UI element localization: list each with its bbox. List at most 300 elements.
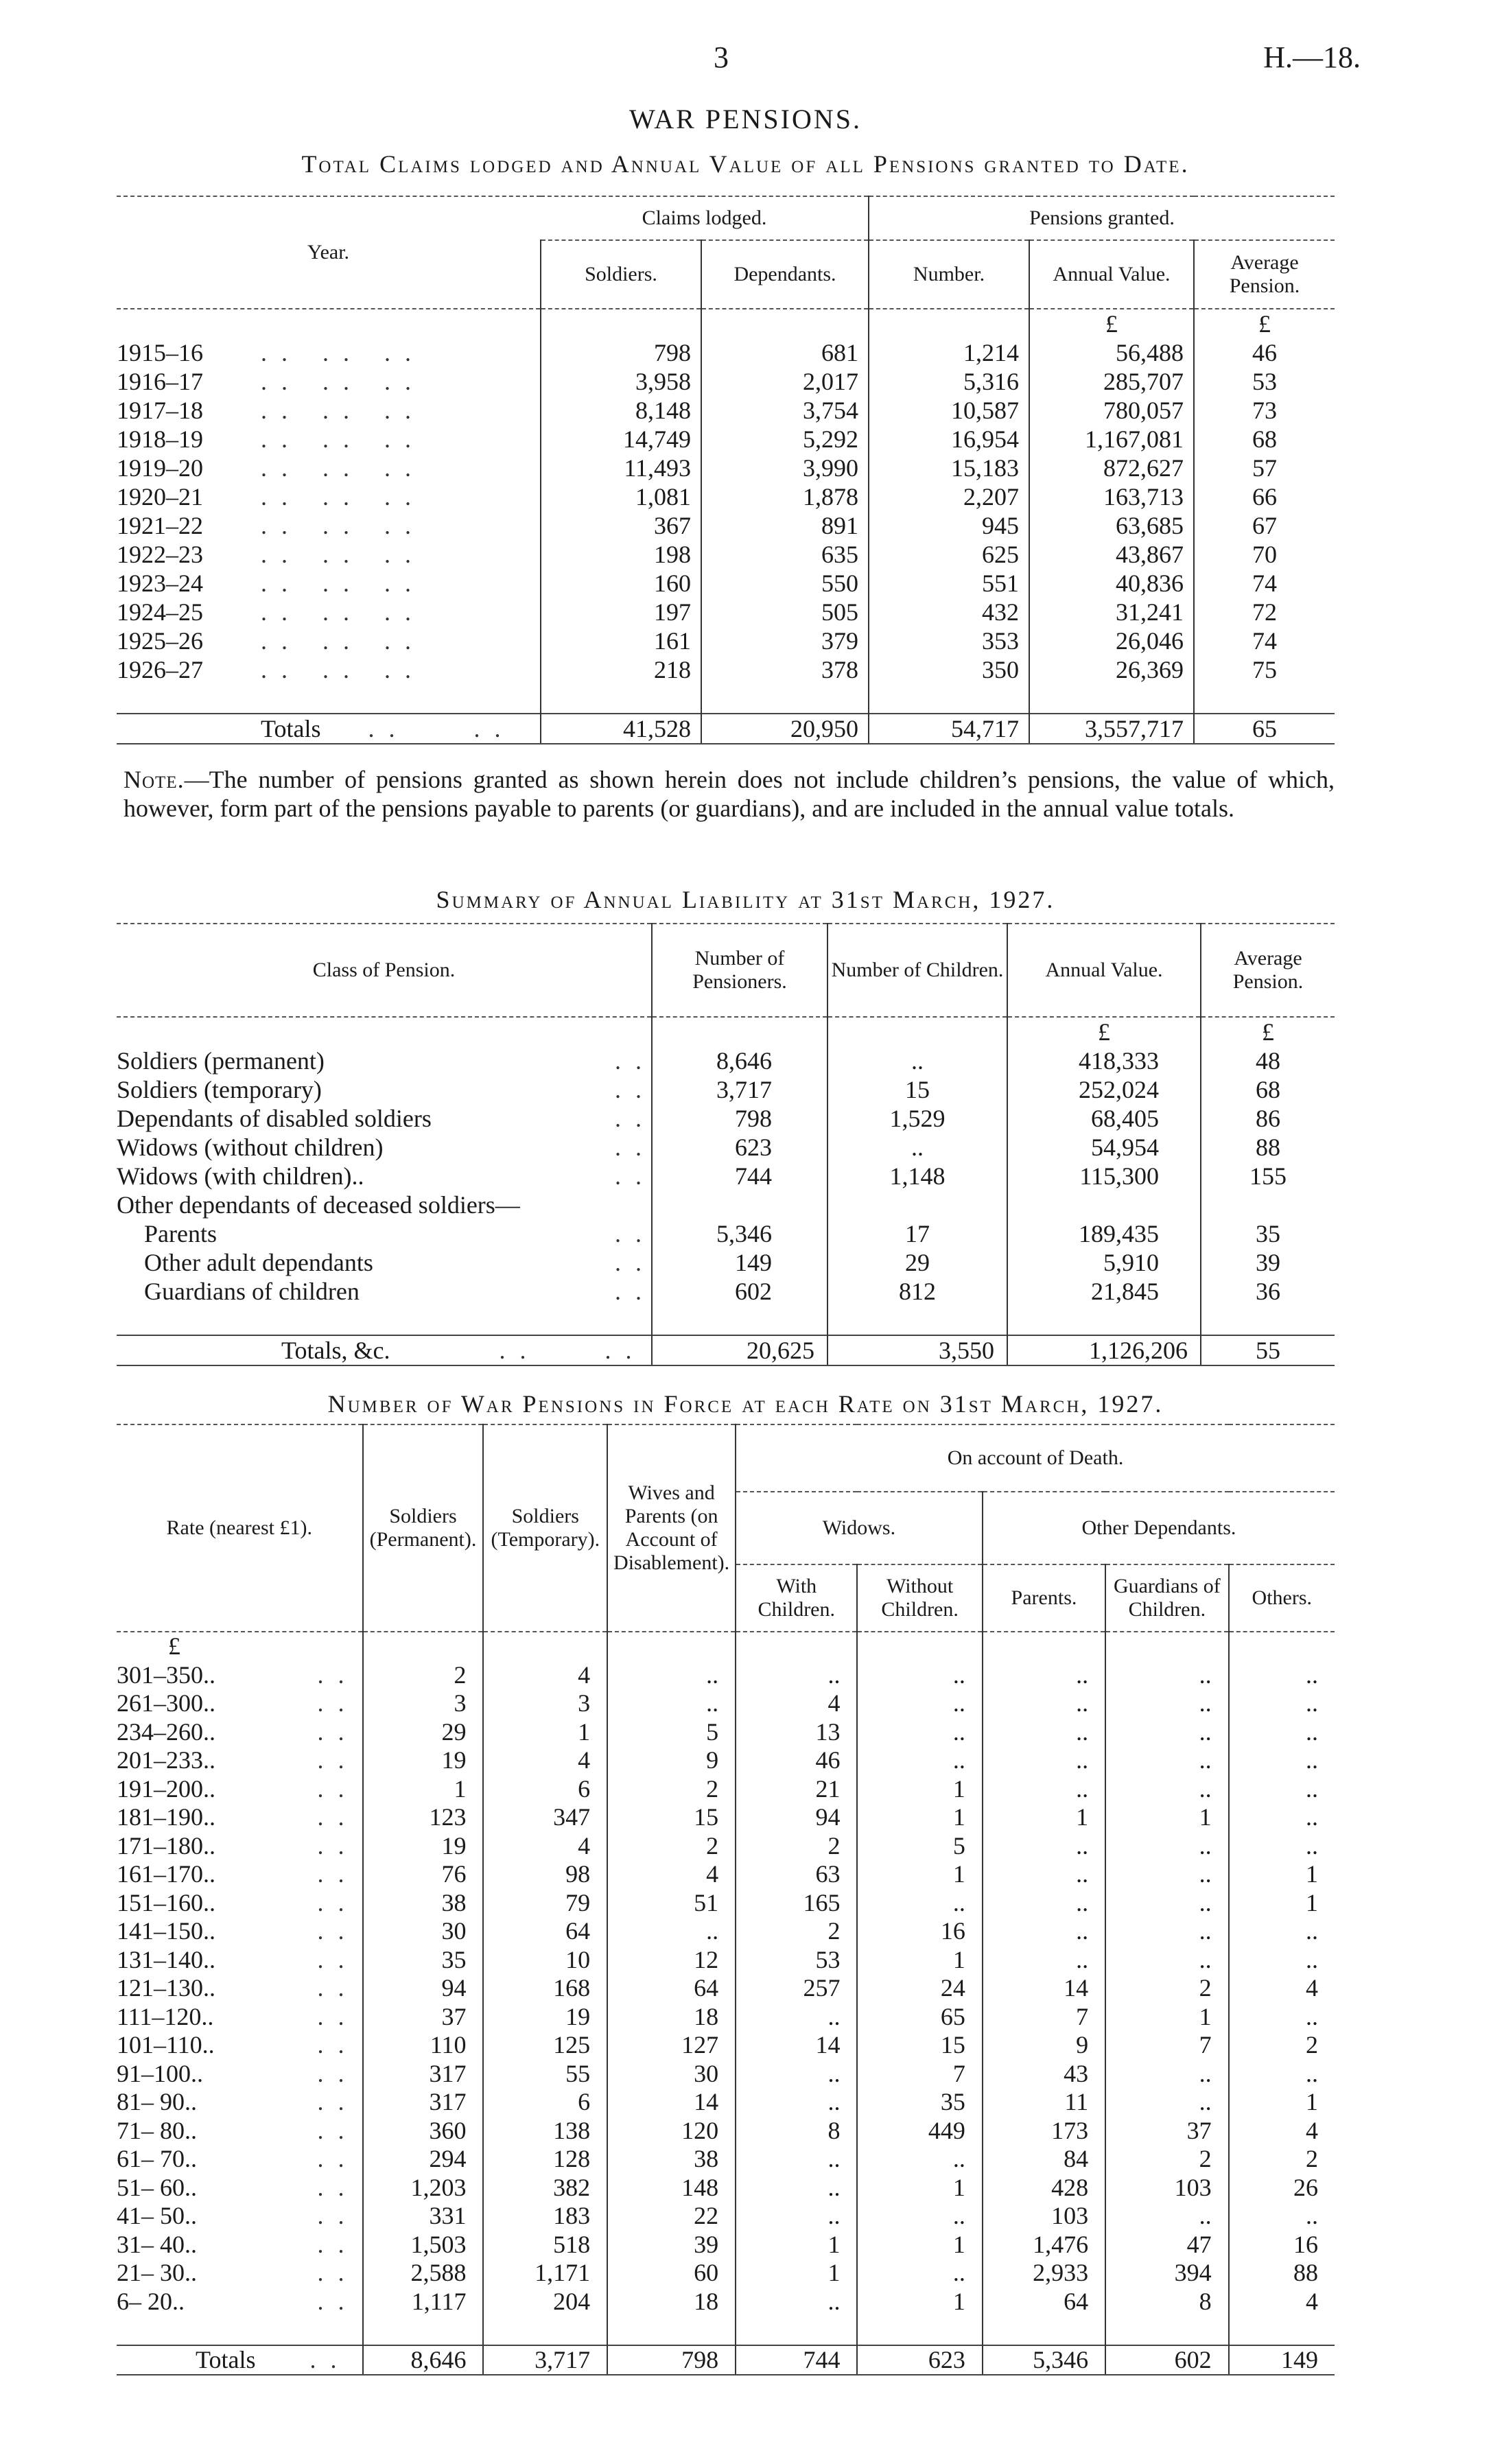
table-cell: .. — [1105, 1746, 1228, 1775]
table-row — [117, 655, 1335, 684]
table-cell: 623 — [652, 1133, 827, 1162]
table-cell: 10 — [483, 1946, 607, 1975]
rate-label: 6– 20.. — [117, 2287, 185, 2315]
table-cell: 812 — [827, 1277, 1007, 1306]
total-soldiers-perm: 8,646 — [363, 2345, 484, 2375]
pensions-header: Pensions granted. — [869, 196, 1335, 240]
table-row — [117, 396, 1335, 425]
table-cell: 1,148 — [827, 1162, 1007, 1190]
table-cell: 635 — [701, 540, 869, 569]
table-cell: 2 — [736, 1917, 857, 1946]
leader-dots: . . . . . . — [261, 512, 415, 539]
rate-label: 21– 30.. — [117, 2259, 197, 2287]
table-cell: 367 — [541, 511, 701, 540]
table-cell: 35 — [363, 1946, 484, 1975]
table2-title: Summary of Annual Liability at 31st March, 1927. — [436, 886, 1055, 913]
currency-label: £ — [1007, 1017, 1201, 1046]
table-row — [117, 2288, 1335, 2316]
table-cell: .. — [736, 2174, 857, 2203]
table-cell: 2 — [1105, 2145, 1228, 2174]
table-cell: 18 — [607, 2003, 736, 2032]
year-label: 1925–26 — [117, 627, 203, 655]
class-cell — [117, 1248, 652, 1277]
table-cell: 2,207 — [869, 482, 1029, 511]
class-cell — [117, 1104, 652, 1133]
table-cell: .. — [1229, 1689, 1335, 1718]
total-without-children: 623 — [857, 2345, 982, 2375]
totals-label: Totals, &c. — [281, 1337, 390, 1364]
table-cell: .. — [1105, 2202, 1228, 2231]
table-cell: 47 — [1105, 2231, 1228, 2260]
year-cell — [117, 655, 541, 684]
leader-dots: . . — [615, 1105, 646, 1132]
rate-cell — [117, 1718, 363, 1747]
guardians-header: Guardians of Children. — [1105, 1564, 1228, 1632]
table-cell — [652, 1190, 827, 1219]
table-cell: 68 — [1194, 425, 1335, 454]
soldiers-perm-header: Soldiers (Permanent). — [363, 1424, 484, 1632]
table-cell: 11,493 — [541, 454, 701, 482]
class-cell — [117, 1162, 652, 1190]
leader-dots: . . . . . . — [261, 339, 415, 366]
table-cell: 26,046 — [1029, 626, 1194, 655]
table-row — [117, 2202, 1335, 2231]
table-cell: .. — [1105, 1661, 1228, 1690]
table-cell: 21 — [736, 1775, 857, 1804]
table-row — [117, 2259, 1335, 2288]
rate-label: 161–170.. — [117, 1860, 215, 1888]
table-cell: 1,117 — [363, 2288, 484, 2316]
table-cell: .. — [857, 2259, 982, 2288]
table-cell: 1 — [1229, 2088, 1335, 2117]
leader-dots: . . — [615, 1162, 646, 1190]
table-cell: 5 — [607, 1718, 736, 1747]
table-row — [117, 338, 1335, 367]
rate-cell — [117, 2259, 363, 2288]
table-cell: 53 — [736, 1946, 857, 1975]
year-label: 1919–20 — [117, 454, 203, 482]
class-label: Dependants of disabled soldiers — [117, 1105, 432, 1132]
table-cell: .. — [1229, 2003, 1335, 2032]
table-cell: 1 — [1229, 1860, 1335, 1889]
total-number: 54,717 — [869, 714, 1029, 744]
table-cell: 15 — [607, 1803, 736, 1832]
table-cell: 1 — [1105, 2003, 1228, 2032]
table-row — [117, 482, 1335, 511]
leader-dots: . . — [317, 2259, 349, 2287]
table-cell: 4 — [607, 1860, 736, 1889]
table-cell: 204 — [483, 2288, 607, 2316]
rate-label: 71– 80.. — [117, 2116, 197, 2144]
year-cell — [117, 425, 541, 454]
table-cell: 19 — [483, 2003, 607, 2032]
table-cell: 10,587 — [869, 396, 1029, 425]
leader-dots: . . . . . . — [261, 541, 415, 568]
rate-label: 171–180.. — [117, 1831, 215, 1859]
year-label: 1918–19 — [117, 425, 203, 453]
table-cell: 2,017 — [701, 367, 869, 396]
table-cell: 505 — [701, 598, 869, 626]
table-cell: 780,057 — [1029, 396, 1194, 425]
table-cell: 103 — [1105, 2174, 1228, 2203]
leader-dots: . . — [615, 1249, 646, 1276]
table-cell: 31,241 — [1029, 598, 1194, 626]
table-cell: 76 — [363, 1860, 484, 1889]
table-cell: 26,369 — [1029, 655, 1194, 684]
leader-dots: . . . . . . — [261, 656, 415, 683]
annual-value-header: Annual Value. — [1007, 924, 1201, 1017]
table-row — [117, 2145, 1335, 2174]
number-header: Number. — [869, 240, 1029, 309]
table-cell: 60 — [607, 2259, 736, 2288]
table-cell: 68 — [1201, 1075, 1335, 1104]
table-cell: .. — [1105, 1689, 1228, 1718]
table-cell: 2 — [1229, 2031, 1335, 2060]
table-cell — [827, 1190, 1007, 1219]
table-cell: 24 — [857, 1974, 982, 2003]
table-cell: 449 — [857, 2117, 982, 2146]
with-children-header: With Children. — [736, 1564, 857, 1632]
note-label: Note. — [124, 766, 185, 793]
table-cell: .. — [983, 1746, 1105, 1775]
rate-cell — [117, 2117, 363, 2146]
leader-dots: . . — [317, 1774, 349, 1803]
table-cell: 74 — [1194, 626, 1335, 655]
table-cell: .. — [857, 1718, 982, 1747]
table-cell: 39 — [607, 2231, 736, 2260]
table-cell: 94 — [736, 1803, 857, 1832]
note-text: —The number of pensions granted as shown herein does not include children’s pensions, the value of which, however, form part of the pensions payable to parents (or guardians), and are included in the annual value totals. — [124, 766, 1335, 822]
year-cell — [117, 540, 541, 569]
table-cell: 16 — [1229, 2231, 1335, 2260]
table-cell: 551 — [869, 569, 1029, 598]
table-cell: 872,627 — [1029, 454, 1194, 482]
table-cell: 4 — [1229, 2288, 1335, 2316]
table-cell: 1,203 — [363, 2174, 484, 2203]
table-cell: 3,754 — [701, 396, 869, 425]
leader-dots: . . — [317, 1831, 349, 1859]
table-cell: 1,214 — [869, 338, 1029, 367]
table-row — [117, 1277, 1335, 1306]
leader-dots: . . — [615, 1076, 646, 1103]
rate-label: 301–350.. — [117, 1661, 215, 1689]
table-row — [117, 1046, 1335, 1075]
table-row — [117, 2174, 1335, 2203]
table-row — [117, 1104, 1335, 1133]
table-cell: 1,529 — [827, 1104, 1007, 1133]
total-parents: 5,346 — [983, 2345, 1105, 2375]
table-row — [117, 540, 1335, 569]
table-cell: .. — [983, 1946, 1105, 1975]
rate-cell — [117, 2288, 363, 2316]
table-cell: 394 — [1105, 2259, 1228, 2288]
table-row — [117, 1190, 1335, 1219]
table-cell: .. — [736, 2003, 857, 2032]
leader-dots: . . — [317, 2002, 349, 2030]
table-cell: 625 — [869, 540, 1029, 569]
year-cell — [117, 598, 541, 626]
annual-value-header: Annual Value. — [1029, 240, 1194, 309]
table-cell: 382 — [483, 2174, 607, 2203]
rate-label: 31– 40.. — [117, 2230, 197, 2258]
table-cell: .. — [1229, 1718, 1335, 1747]
rate-label: 41– 50.. — [117, 2202, 197, 2230]
table-cell: 3,958 — [541, 367, 701, 396]
table-row — [117, 367, 1335, 396]
table-cell: 2 — [736, 1832, 857, 1861]
table-cell: 4 — [736, 1689, 857, 1718]
rate-label: 131–140.. — [117, 1945, 215, 1973]
class-cell — [117, 1277, 652, 1306]
year-label: 1923–24 — [117, 570, 203, 597]
leader-dots: . . — [615, 1047, 646, 1075]
table-cell: 148 — [607, 2174, 736, 2203]
rate-label: 111–120.. — [117, 2002, 214, 2030]
table-cell: .. — [607, 1689, 736, 1718]
totals-label: Totals — [261, 715, 321, 742]
table-cell: 98 — [483, 1860, 607, 1889]
table-cell: 15 — [857, 2031, 982, 2060]
leader-dots: . . . . . . — [261, 425, 415, 453]
rate-label: 151–160.. — [117, 1888, 215, 1916]
table-cell: 168 — [483, 1974, 607, 2003]
table-cell: 68,405 — [1007, 1104, 1201, 1133]
table-cell — [1007, 1190, 1201, 1219]
table-cell: 379 — [701, 626, 869, 655]
table-cell: 350 — [869, 655, 1029, 684]
document-reference: H.—18. — [1263, 40, 1361, 74]
class-cell — [117, 1046, 652, 1075]
table-cell: .. — [607, 1917, 736, 1946]
table-cell: 37 — [363, 2003, 484, 2032]
table-cell: 120 — [607, 2117, 736, 2146]
leader-dots: . . — [317, 1717, 349, 1746]
table-cell: .. — [857, 1661, 982, 1690]
table-cell: 39 — [1201, 1248, 1335, 1277]
table-cell: 88 — [1201, 1133, 1335, 1162]
without-children-header: Without Children. — [857, 1564, 982, 1632]
table-cell: 72 — [1194, 598, 1335, 626]
table-cell: 2,933 — [983, 2259, 1105, 2288]
table-cell: .. — [1105, 1917, 1228, 1946]
leader-dots: . . — [317, 1661, 349, 1689]
table1-title: Total Claims lodged and Annual Value of all Pensions granted to Date. — [301, 150, 1190, 178]
table-cell: .. — [736, 1661, 857, 1690]
total-others: 149 — [1229, 2345, 1335, 2375]
table-row — [117, 1162, 1335, 1190]
table-cell: .. — [1105, 2088, 1228, 2117]
table-cell: 891 — [701, 511, 869, 540]
table-row — [117, 1946, 1335, 1975]
table-cell: .. — [1105, 1946, 1228, 1975]
rate-cell — [117, 1946, 363, 1975]
table-cell: .. — [736, 2145, 857, 2174]
table-cell: 46 — [1194, 338, 1335, 367]
leader-dots: . . — [317, 2173, 349, 2201]
rate-label: 191–200.. — [117, 1774, 215, 1803]
table-cell: .. — [1105, 1775, 1228, 1804]
leader-dots: . . — [317, 2059, 349, 2087]
table-cell: 331 — [363, 2202, 484, 2231]
table-cell: 5,292 — [701, 425, 869, 454]
table-cell: 1 — [857, 2174, 982, 2203]
table-cell: .. — [983, 1718, 1105, 1747]
total-children: 3,550 — [827, 1335, 1007, 1365]
year-cell — [117, 626, 541, 655]
table-row — [117, 1860, 1335, 1889]
average-header: Average Pension. — [1201, 924, 1335, 1017]
table-cell: 1,878 — [701, 482, 869, 511]
table-cell: 125 — [483, 2031, 607, 2060]
table-cell: 14 — [983, 1974, 1105, 2003]
table-cell: 8,148 — [541, 396, 701, 425]
class-header: Class of Pension. — [117, 924, 652, 1017]
table-cell: 46 — [736, 1746, 857, 1775]
rate-label: 234–260.. — [117, 1717, 215, 1746]
table-cell: 64 — [983, 2288, 1105, 2316]
total-dependants: 20,950 — [701, 714, 869, 744]
table-cell: 70 — [1194, 540, 1335, 569]
leader-dots: . . — [317, 1974, 349, 2002]
table-cell: .. — [857, 1889, 982, 1918]
table-cell: 360 — [363, 2117, 484, 2146]
table-cell: 67 — [1194, 511, 1335, 540]
table-cell: .. — [857, 1689, 982, 1718]
table-cell: 5 — [857, 1832, 982, 1861]
table-cell: 6 — [483, 1775, 607, 1804]
table-cell: 428 — [983, 2174, 1105, 2203]
rate-label: 181–190.. — [117, 1803, 215, 1831]
leader-dots: . . . . . . — [261, 483, 415, 511]
table-cell: 945 — [869, 511, 1029, 540]
table-cell: 73 — [1194, 396, 1335, 425]
table-cell: 2,588 — [363, 2259, 484, 2288]
table-cell: 1,167,081 — [1029, 425, 1194, 454]
table-row — [117, 1075, 1335, 1104]
table-cell: .. — [983, 1832, 1105, 1861]
leader-dots: . . — [615, 1220, 646, 1247]
class-label: Widows (with children).. — [117, 1162, 364, 1190]
year-cell — [117, 338, 541, 367]
leader-dots: . . — [317, 1860, 349, 1888]
table-cell: 3,990 — [701, 454, 869, 482]
table-cell: .. — [1229, 1803, 1335, 1832]
rate-cell — [117, 2231, 363, 2260]
leader-dots: . . . . . . — [261, 570, 415, 597]
table-cell: 161 — [541, 626, 701, 655]
year-cell — [117, 569, 541, 598]
table-cell: 17 — [827, 1219, 1007, 1248]
table-row — [117, 1219, 1335, 1248]
table-cell: .. — [857, 2145, 982, 2174]
table-row — [117, 2088, 1335, 2117]
total-guardians: 602 — [1105, 2345, 1228, 2375]
table-cell: .. — [1229, 1775, 1335, 1804]
class-label: Other dependants of deceased soldiers— — [117, 1191, 520, 1219]
table1-totals-row: Totals . . . . 41,528 20,950 54,717 3,557,717 65 — [117, 714, 1335, 744]
table-cell: 103 — [983, 2202, 1105, 2231]
table-cell: 11 — [983, 2088, 1105, 2117]
currency-label: £ — [1201, 1017, 1335, 1046]
table-row — [117, 2060, 1335, 2089]
class-label: Guardians of children — [144, 1278, 360, 1305]
table3-totals-row: Totals . . 8,646 3,717 798 744 623 5,346 602 149 — [117, 2345, 1335, 2375]
table-cell: 38 — [607, 2145, 736, 2174]
year-cell — [117, 454, 541, 482]
table-cell: 30 — [607, 2060, 736, 2089]
table-cell: 79 — [483, 1889, 607, 1918]
table-cell: 127 — [607, 2031, 736, 2060]
claims-header: Claims lodged. — [541, 196, 869, 240]
table-cell: 19 — [363, 1746, 484, 1775]
table-cell: 198 — [541, 540, 701, 569]
leader-dots: . . — [317, 1888, 349, 1916]
table-cell: 173 — [983, 2117, 1105, 2146]
soldiers-temp-header: Soldiers (Temporary). — [483, 1424, 607, 1632]
table-cell: 1,503 — [363, 2231, 484, 2260]
claims-table — [117, 196, 1335, 744]
table-cell: 8 — [1105, 2288, 1228, 2316]
table-cell: .. — [1105, 1889, 1228, 1918]
table-cell: 8 — [736, 2117, 857, 2146]
table-row — [117, 626, 1335, 655]
table-cell: 197 — [541, 598, 701, 626]
table-cell: 13 — [736, 1718, 857, 1747]
table-cell: 29 — [363, 1718, 484, 1747]
year-header: Year. — [117, 196, 541, 309]
year-label: 1920–21 — [117, 483, 203, 511]
table-cell: 163,713 — [1029, 482, 1194, 511]
table-cell: 4 — [483, 1661, 607, 1690]
table-row — [117, 1718, 1335, 1747]
table-cell: 7 — [857, 2060, 982, 2089]
table-cell: 16 — [857, 1917, 982, 1946]
rate-label: 121–130.. — [117, 1974, 215, 2002]
table-cell: 6 — [483, 2088, 607, 2117]
table-row — [117, 2003, 1335, 2032]
soldiers-header: Soldiers. — [541, 240, 701, 309]
table-cell: 285,707 — [1029, 367, 1194, 396]
table-cell: 88 — [1229, 2259, 1335, 2288]
table-cell: .. — [736, 2060, 857, 2089]
table-row — [117, 1746, 1335, 1775]
total-average: 65 — [1194, 714, 1335, 744]
total-annual-value: 3,557,717 — [1029, 714, 1194, 744]
table-cell: 1,081 — [541, 482, 701, 511]
table-cell: 2 — [1229, 2145, 1335, 2174]
year-label: 1924–25 — [117, 598, 203, 626]
table-cell: 35 — [1201, 1219, 1335, 1248]
table-cell: 36 — [1201, 1277, 1335, 1306]
table-cell: 14,749 — [541, 425, 701, 454]
table-row — [117, 1133, 1335, 1162]
table-row — [117, 1917, 1335, 1946]
table-cell: 252,024 — [1007, 1075, 1201, 1104]
table-cell: .. — [827, 1046, 1007, 1075]
table-cell: 63,685 — [1029, 511, 1194, 540]
table-cell: 18 — [607, 2288, 736, 2316]
table-cell: 1,171 — [483, 2259, 607, 2288]
leader-dots: . . . . . . — [261, 368, 415, 395]
table-cell: 155 — [1201, 1162, 1335, 1190]
dependants-header: Dependants. — [701, 240, 869, 309]
total-soldiers-temp: 3,717 — [483, 2345, 607, 2375]
table-cell: 744 — [652, 1162, 827, 1190]
rate-cell — [117, 1689, 363, 1718]
table-cell: 1 — [857, 2231, 982, 2260]
table-row — [117, 511, 1335, 540]
rate-label: 201–233.. — [117, 1746, 215, 1774]
